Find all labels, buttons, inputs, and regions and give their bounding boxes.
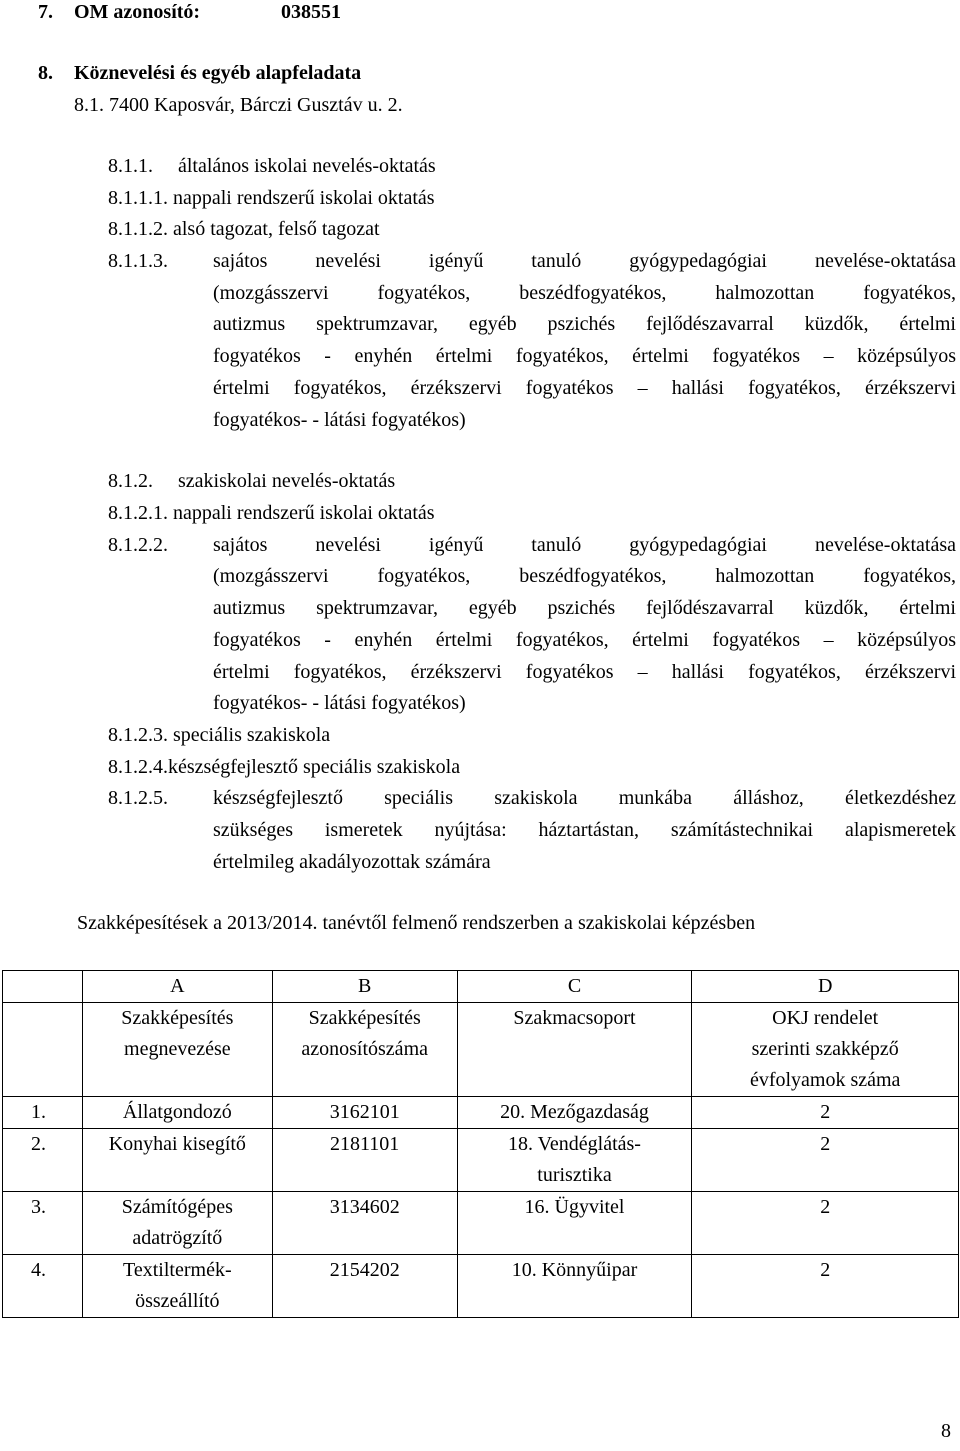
table-row (3, 1192, 959, 1255)
qualification-years: 2 (692, 1129, 959, 1192)
column-letter: D (692, 971, 959, 1003)
qualification-group-line: 10. Könnyűipar (511, 1259, 638, 1281)
column-letter: A (82, 971, 272, 1003)
section-8122-line-2: (mozgásszervi fogyatékos, beszédfogyatékos, halmozottan fogyatékos, (213, 565, 956, 587)
qualification-code: 3134602 (272, 1192, 457, 1255)
table-row (3, 1097, 959, 1129)
qualification-years: 2 (692, 1255, 959, 1318)
section-8123: 8.1.2.3. speciális szakiskola (108, 724, 331, 746)
header-cell-name (82, 1003, 272, 1097)
section-8122-number: 8.1.2.2. (108, 534, 168, 556)
item-8-title: Köznevelési és egyéb alapfeladata (74, 62, 362, 84)
section-8125-line-1: készségfejlesztő speciális szakiskola munkába álláshoz, életkezdéshez (213, 787, 956, 809)
section-8113-line-5: értelmi fogyatékos, érzékszervi fogyatékos – hallási fogyatékos, érzékszervi (213, 377, 956, 399)
section-8122-line-3: autizmus spektrumzavar, egyéb pszichés fejlődészavarral küzdők, értelmi (213, 597, 956, 619)
table-column-letters-row (3, 971, 959, 1003)
header-cell-code (272, 1003, 457, 1097)
row-number: 1. (3, 1097, 83, 1129)
section-812-number: 8.1.2. (108, 470, 153, 492)
qualification-name-line: Számítógépes (121, 1196, 233, 1218)
qualification-name (82, 1097, 272, 1129)
qualification-group-line: turisztika (537, 1164, 612, 1186)
qualification-years: 2 (692, 1192, 959, 1255)
section-8125-line-3: értelmileg akadályozottak számára (213, 851, 491, 873)
section-812-title: szakiskolai nevelés-oktatás (178, 470, 396, 492)
section-811-title: általános iskolai nevelés-oktatás (178, 155, 436, 177)
header-text: azonosítószáma (301, 1038, 428, 1060)
item-8-number: 8. (38, 62, 53, 84)
column-letter: C (457, 971, 692, 1003)
qualification-name-line: Konyhai kisegítő (108, 1133, 246, 1155)
row-number: 2. (3, 1129, 83, 1192)
section-8112: 8.1.1.2. alsó tagozat, felső tagozat (108, 218, 380, 240)
section-8122-line-5: értelmi fogyatékos, érzékszervi fogyatékos – hallási fogyatékos, érzékszervi (213, 661, 956, 683)
qualification-group (457, 1255, 692, 1318)
row-number: 4. (3, 1255, 83, 1318)
table-caption: Szakképesítések a 2013/2014. tanévtől felmenő rendszerben a szakiskolai képzésben (77, 912, 756, 934)
qualification-name-line: Textiltermék- (123, 1259, 232, 1281)
qualification-name (82, 1129, 272, 1192)
section-8113-line-6: fogyatékos- - látási fogyatékos) (213, 409, 466, 431)
section-8121: 8.1.2.1. nappali rendszerű iskolai oktatás (108, 502, 435, 524)
qualification-code: 2154202 (272, 1255, 457, 1318)
qualification-group-line: 18. Vendéglátás- (508, 1133, 641, 1155)
header-text: Szakmacsoport (513, 1007, 636, 1029)
row-number: 3. (3, 1192, 83, 1255)
qualification-code: 2181101 (272, 1129, 457, 1192)
qualification-group (457, 1192, 692, 1255)
qualification-group (457, 1097, 692, 1129)
qualification-name-line: összeállító (135, 1290, 220, 1312)
table-corner-cell (3, 971, 83, 1003)
qualification-name (82, 1255, 272, 1318)
section-8125-number: 8.1.2.5. (108, 787, 168, 809)
section-8113-number: 8.1.1.3. (108, 250, 168, 272)
qualification-group-line: 20. Mezőgazdaság (500, 1101, 649, 1123)
qualification-name-line: adatrögzítő (132, 1227, 223, 1249)
om-id-value: 038551 (281, 1, 341, 23)
address-line: 8.1. 7400 Kaposvár, Bárczi Gusztáv u. 2. (74, 94, 403, 116)
table-row (3, 1129, 959, 1192)
header-text: Szakképesítés (308, 1007, 421, 1029)
section-8111: 8.1.1.1. nappali rendszerű iskolai oktatás (108, 187, 435, 209)
section-8125-line-2: szükséges ismeretek nyújtása: háztartástan, számítástechnikai alapismeretek (213, 819, 956, 841)
section-8113-line-3: autizmus spektrumzavar, egyéb pszichés fejlődészavarral küzdők, értelmi (213, 313, 956, 335)
header-text: évfolyamok száma (749, 1069, 901, 1091)
section-8113-line-2: (mozgásszervi fogyatékos, beszédfogyatékos, halmozottan fogyatékos, (213, 282, 956, 304)
page-number: 8 (941, 1420, 951, 1442)
section-8113-line-4: fogyatékos - enyhén értelmi fogyatékos, értelmi fogyatékos – középsúlyos (213, 345, 956, 367)
qualification-name-line: Állatgondozó (122, 1101, 232, 1123)
om-id-label: OM azonosító: (74, 1, 201, 23)
header-text: Szakképesítés (121, 1007, 234, 1029)
header-cell-years (692, 1003, 959, 1097)
header-text: megnevezése (124, 1038, 231, 1060)
table-header-row (3, 1003, 959, 1097)
column-letter: B (272, 971, 457, 1003)
qualification-group (457, 1129, 692, 1192)
section-8113-line-1: sajátos nevelési igényű tanuló gyógypedagógiai nevelése-oktatása (213, 250, 956, 272)
section-811-number: 8.1.1. (108, 155, 153, 177)
section-8122-line-6: fogyatékos- - látási fogyatékos) (213, 692, 466, 714)
section-8122-line-1: sajátos nevelési igényű tanuló gyógypedagógiai nevelése-oktatása (213, 534, 956, 556)
header-text: szerinti szakképző (751, 1038, 899, 1060)
qualification-code: 3162101 (272, 1097, 457, 1129)
qualification-group-line: 16. Ügyvitel (524, 1196, 625, 1218)
table-row (3, 1255, 959, 1318)
header-text: OKJ rendelet (772, 1007, 879, 1029)
header-cell-group (457, 1003, 692, 1097)
item-7-number: 7. (38, 1, 53, 23)
qualifications-table (2, 970, 959, 1318)
qualification-name (82, 1192, 272, 1255)
section-8124: 8.1.2.4.készségfejlesztő speciális szakiskola (108, 756, 461, 778)
header-empty-cell (3, 1003, 83, 1097)
qualification-years: 2 (692, 1097, 959, 1129)
section-8122-line-4: fogyatékos - enyhén értelmi fogyatékos, értelmi fogyatékos – középsúlyos (213, 629, 956, 651)
